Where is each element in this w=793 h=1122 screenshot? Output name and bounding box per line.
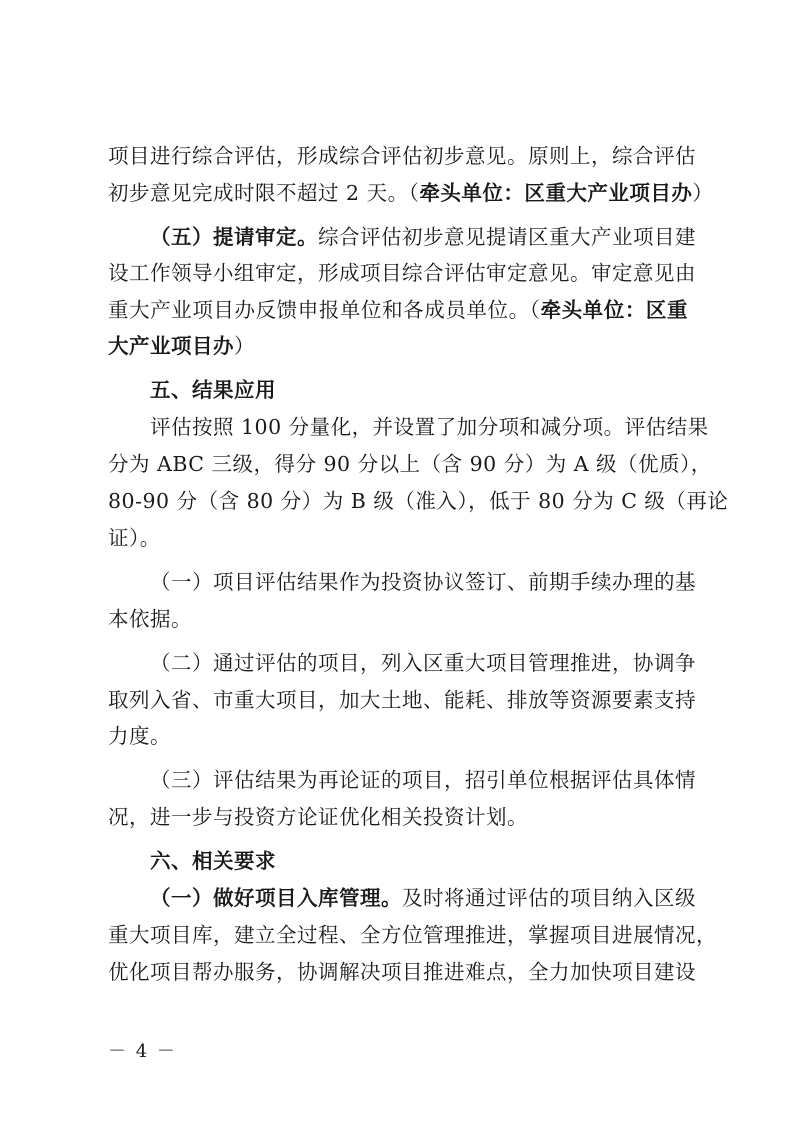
bold-text-segment: 五、结果应用 (150, 378, 276, 402)
text-segment: 综合评估初步意见提请区重大产业项目建 (318, 225, 696, 249)
text-line (108, 143, 696, 169)
text-line (108, 687, 696, 713)
text-line (108, 451, 712, 477)
text-segment: 评估按照 100 分量化，并设置了加分项和减分项。评估结果 (150, 415, 709, 439)
text-line (108, 525, 688, 551)
text-line (108, 804, 688, 830)
text-segment: 80-90 分（含 80 分）为 B 级（准入），低于 80 分为 C 级（再论 (108, 489, 729, 513)
text-segment: ） (692, 181, 714, 205)
text-line (150, 885, 696, 911)
bold-text-segment: 六、相关要求 (150, 849, 276, 873)
text-line (150, 377, 688, 403)
bold-text-segment: （一）做好项目入库管理。 (150, 886, 402, 910)
bold-text-segment: 牵头单位：区重 (540, 298, 688, 322)
text-line (108, 723, 688, 749)
text-line (150, 767, 696, 793)
text-line (150, 569, 696, 595)
text-line (150, 224, 696, 250)
text-segment: 力度。 (108, 724, 171, 748)
text-line (150, 848, 688, 874)
text-line (108, 922, 717, 948)
text-line (108, 297, 688, 323)
text-segment: （一）项目评估结果作为投资协议签订、前期手续办理的基 (150, 570, 696, 594)
text-segment: 重大项目库，建立全过程、全方位管理推进，掌握项目进展情况， (108, 923, 717, 947)
text-line (108, 959, 696, 985)
text-segment: 重大产业项目办反馈申报单位和各成员单位。（ (108, 298, 541, 322)
text-segment: 初步意见完成时限不超过 2 天。（ (108, 181, 420, 205)
text-segment: （二）通过评估的项目，列入区重大项目管理推进，协调争 (150, 651, 696, 675)
bold-text-segment: 大产业项目办 (108, 334, 234, 358)
text-line (150, 414, 709, 440)
bold-text-segment: 牵头单位：区重大产业项目办 (419, 181, 693, 205)
bold-text-segment: （五）提请审定。 (150, 225, 318, 249)
text-segment: （三）评估结果为再论证的项目，招引单位根据评估具体情 (150, 768, 696, 792)
text-line (108, 180, 714, 206)
text-segment: 本依据。 (108, 607, 192, 631)
text-segment: ） (234, 334, 255, 358)
text-segment: 及时将通过评估的项目纳入区级 (402, 886, 696, 910)
text-segment: 证）。 (108, 526, 161, 550)
text-line (150, 650, 696, 676)
page-number: － 4 － (108, 1041, 177, 1062)
text-segment: 优化项目帮办服务，协调解决项目推进难点，全力加快项目建设 (108, 960, 696, 984)
text-segment: 项目进行综合评估，形成综合评估初步意见。原则上，综合评估 (108, 144, 696, 168)
text-line (108, 488, 729, 514)
text-line (108, 606, 688, 632)
text-line (108, 260, 696, 286)
text-line (108, 333, 688, 359)
text-segment: 况，进一步与投资方论证优化相关投资计划。 (108, 805, 528, 829)
text-segment: 设工作领导小组审定，形成项目综合评估审定意见。审定意见由 (108, 261, 696, 285)
text-segment: 分为 ABC 三级，得分 90 分以上（含 90 分）为 A 级（优质）， (108, 452, 712, 476)
text-segment: 取列入省、市重大项目，加大土地、能耗、排放等资源要素支持 (108, 688, 696, 712)
